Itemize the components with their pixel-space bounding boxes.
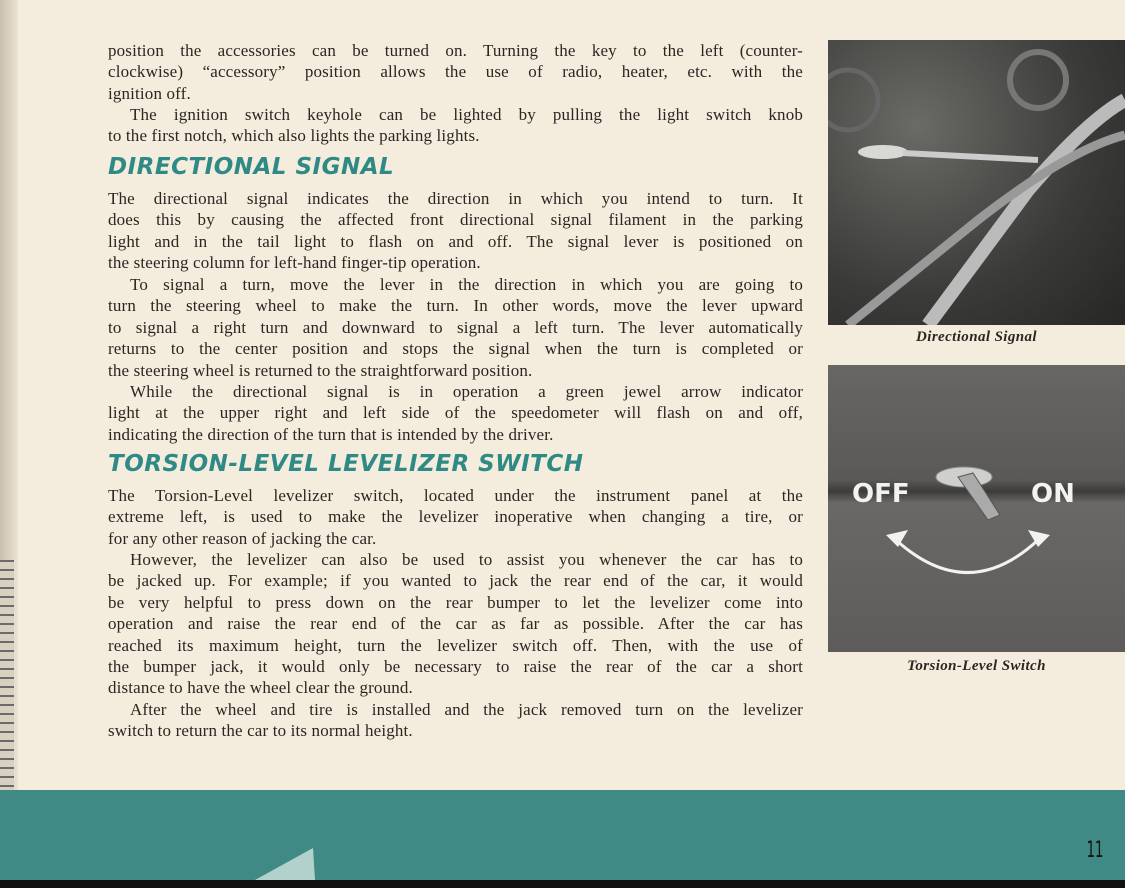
heading-directional-signal: DIRECTIONAL SIGNAL bbox=[108, 154, 395, 180]
torsion-paragraph-1 bbox=[108, 485, 803, 549]
text-line: returns to the center position and stops the signal when the turn is completed or bbox=[108, 339, 803, 359]
torsion-level-switch-photo bbox=[828, 365, 1125, 652]
text-line: distance to have the wheel clear the ground. bbox=[108, 678, 413, 698]
on-label: ON bbox=[1031, 479, 1075, 509]
text-line: does this by causing the affected front directional signal filament in the parking bbox=[108, 210, 803, 230]
text-line: position the accessories can be turned on. Turning the key to the left (counter- bbox=[108, 41, 803, 60]
text-line: operation and raise the rear end of the car as far as possible. After the car has bbox=[108, 614, 803, 634]
text-line: The ignition switch keyhole can be lighted by pulling the light switch knob bbox=[130, 105, 803, 124]
text-line: clockwise) “accessory” position allows the use of radio, heater, etc. with the bbox=[108, 62, 803, 82]
text-line: the steering column for left-hand finger-tip operation. bbox=[108, 253, 481, 273]
text-line: indicating the direction of the turn that is intended by the driver. bbox=[108, 424, 554, 444]
text-line: After the wheel and tire is installed and the jack removed turn on the levelizer bbox=[130, 700, 803, 719]
intro-paragraph-1 bbox=[108, 40, 803, 104]
page-number: 11 bbox=[1086, 838, 1104, 863]
figure-caption-torsion-level-switch: Torsion-Level Switch bbox=[907, 658, 1046, 674]
decorative-logo-fragment bbox=[255, 848, 315, 882]
text-line: However, the levelizer can also be used to assist you whenever the car has to bbox=[130, 550, 803, 569]
text-line: extreme left, is used to make the levelizer inoperative when changing a tire, or bbox=[108, 507, 803, 527]
off-label: OFF bbox=[852, 479, 910, 509]
directional-paragraph-3 bbox=[108, 381, 803, 445]
page-bottom-edge bbox=[0, 880, 1125, 888]
text-line: ignition off. bbox=[108, 83, 191, 103]
text-line: The Torsion-Level levelizer switch, located under the instrument panel at the bbox=[108, 486, 803, 505]
text-line: the bumper jack, it would only be necessary to raise the rear of the car a short bbox=[108, 656, 803, 676]
text-line: to signal a right turn and downward to signal a left turn. The lever automatically bbox=[108, 317, 803, 337]
text-line: to the first notch, which also lights the parking lights. bbox=[108, 126, 480, 146]
intro-paragraph-2 bbox=[108, 104, 803, 147]
text-line: light at the upper right and left side of the speedometer will flash on and off, bbox=[108, 403, 803, 423]
text-line: the steering wheel is returned to the straightforward position. bbox=[108, 360, 533, 380]
text-line: reached its maximum height, turn the levelizer switch off. Then, with the use of bbox=[108, 635, 803, 655]
page-edge-tabs bbox=[0, 560, 14, 790]
text-line: switch to return the car to its normal height. bbox=[108, 721, 413, 741]
text-line: To signal a turn, move the lever in the direction in which you are going to bbox=[130, 275, 803, 294]
text-line: The directional signal indicates the direction in which you intend to turn. It bbox=[108, 189, 803, 208]
text-line: light and in the tail light to flash on and off. The signal lever is positioned on bbox=[108, 231, 803, 251]
text-line: turn the steering wheel to make the turn. In other words, move the lever upward bbox=[108, 296, 803, 316]
torsion-paragraph-3 bbox=[108, 699, 803, 742]
directional-paragraph-2 bbox=[108, 274, 803, 381]
directional-paragraph-1 bbox=[108, 188, 803, 274]
directional-signal-photo bbox=[828, 40, 1125, 325]
figure-caption-directional-signal: Directional Signal bbox=[916, 329, 1037, 345]
heading-torsion-level-switch: TORSION-LEVEL LEVELIZER SWITCH bbox=[108, 451, 584, 477]
text-line: While the directional signal is in operation a green jewel arrow indicator bbox=[130, 382, 803, 401]
text-line: for any other reason of jacking the car. bbox=[108, 528, 377, 548]
text-line: be jacked up. For example; if you wanted to jack the rear end of the car, it would bbox=[108, 571, 803, 591]
torsion-paragraph-2 bbox=[108, 549, 803, 699]
footer-band bbox=[0, 790, 1125, 880]
text-line: be very helpful to press down on the rear bumper to let the levelizer come into bbox=[108, 592, 803, 612]
